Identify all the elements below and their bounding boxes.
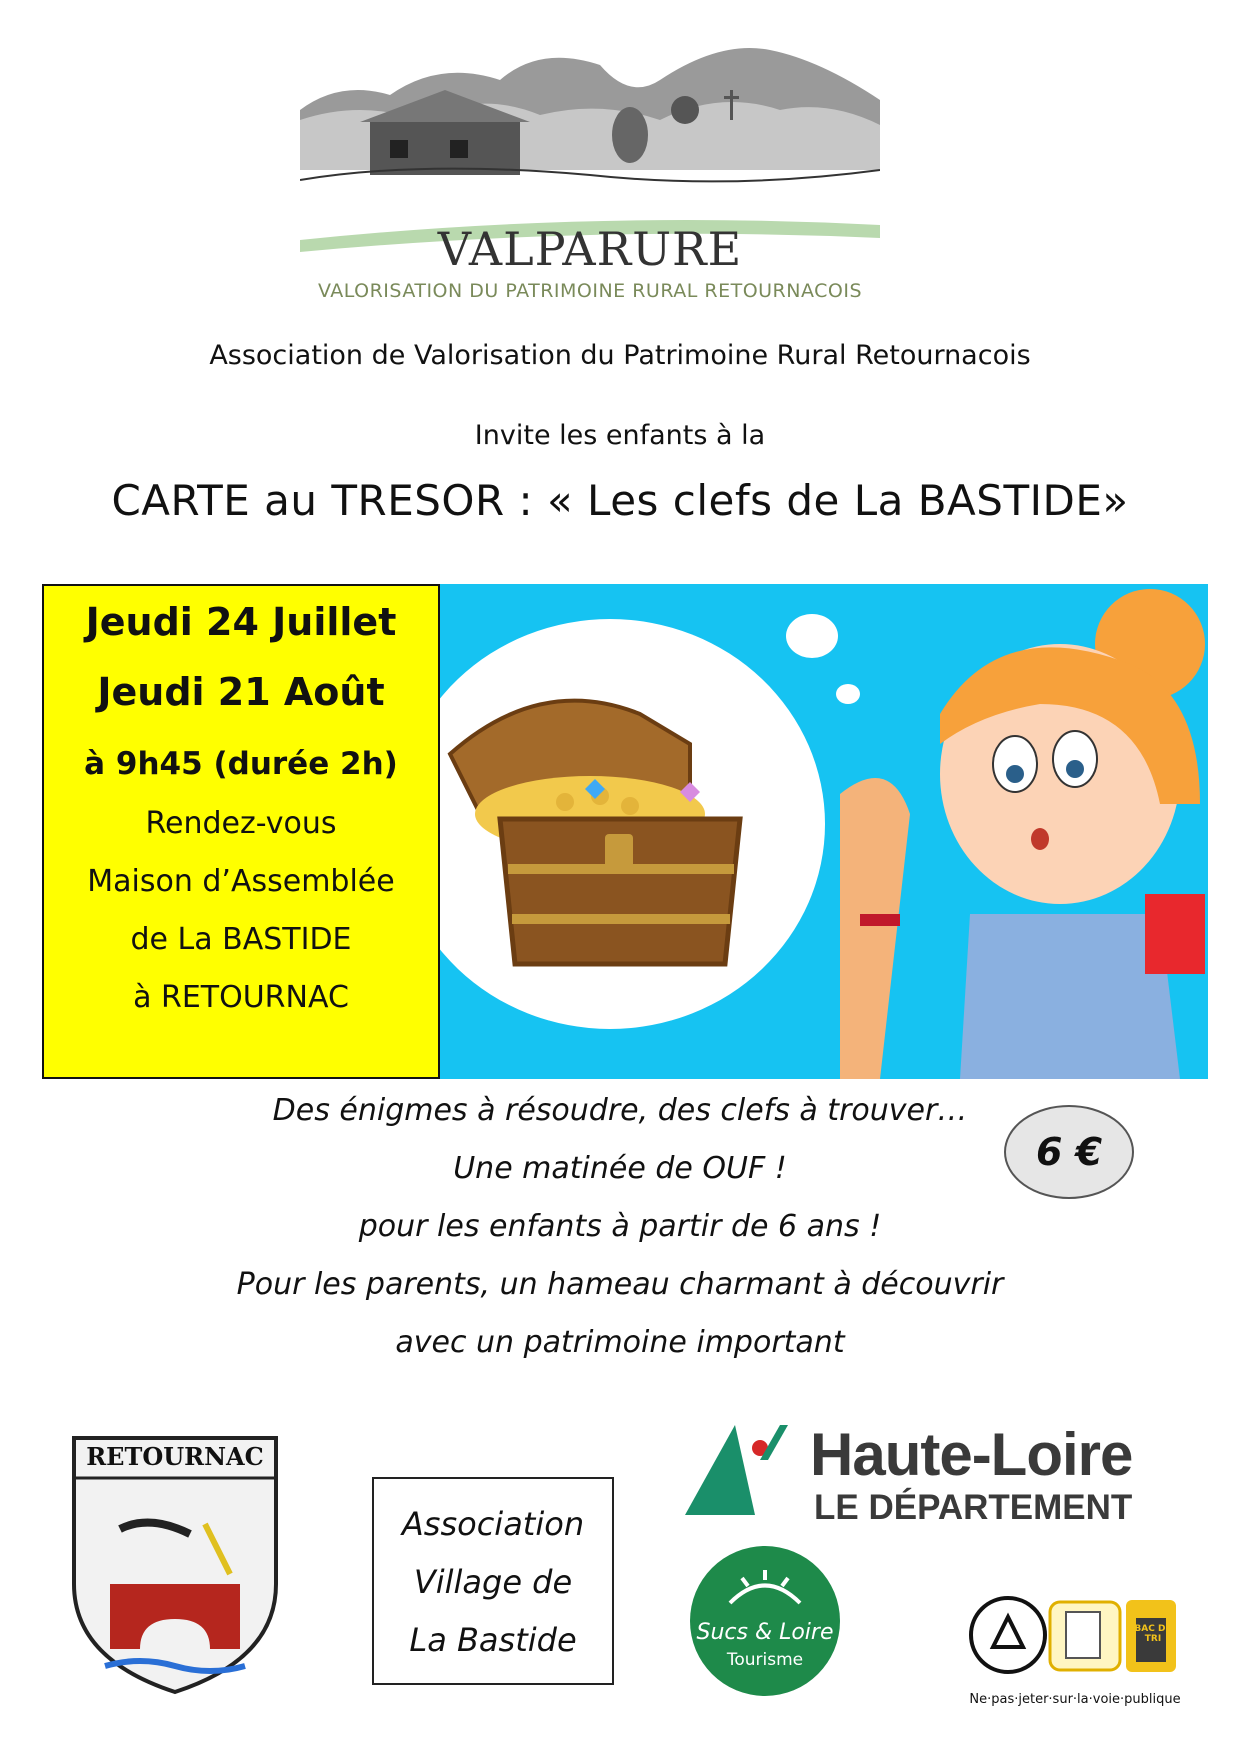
sun-icon [720,1568,810,1608]
association-name: Association de Valorisation du Patrimoine Rural Retournacois [209,340,1031,371]
invite-text: Invite les enfants à la [474,420,766,451]
logo-name: VALPARURE [437,222,743,276]
logo-tagline: VALORISATION DU PATRIMOINE RURAL RETOURNACOIS [317,280,863,302]
sucs-loire-name: Sucs & Loire [696,1620,834,1645]
place-line-3: à RETOURNAC [133,980,349,1015]
village-line-3: La Bastide [409,1621,577,1659]
haute-loire-logo-icon [680,1420,790,1520]
village-association-box [372,1477,614,1685]
village-line-1: Association [401,1505,585,1543]
date-1: Jeudi 24 Juillet [85,600,397,644]
treasure-illustration [440,584,1208,1079]
haute-loire-title: Haute-Loire [810,1421,1133,1488]
description-line-1: Des énigmes à résoudre, des clefs à trouver… [272,1093,968,1128]
description-line-2: Une matinée de OUF ! [453,1151,787,1186]
village-line-2: Village de [413,1563,573,1601]
meeting-label: Rendez-vous [145,806,337,841]
crest-label: RETOURNAC [86,1442,264,1471]
retournac-crest [70,1434,280,1696]
time: à 9h45 (durée 2h) [84,746,398,782]
recycle-bin-label: BAC DE TRI [1134,1624,1172,1644]
price-value: 6 € [1035,1130,1103,1174]
sucs-loire-tourisme: Tourisme [726,1650,804,1670]
description-line-4: Pour les parents, un hameau charmant à découvrir [236,1267,1004,1302]
date-2: Jeudi 21 Août [97,670,385,714]
place-line-1: Maison d’Assemblée [87,864,395,899]
description-line-3: pour les enfants à partir de 6 ans ! [358,1209,882,1244]
recycle-caption: Ne·pas·jeter·sur·la·voie·publique [969,1692,1181,1707]
event-info-box [42,584,440,1079]
description-line-5: avec un patrimoine important [395,1325,845,1360]
place-line-2: de La BASTIDE [130,922,352,957]
event-title: CARTE au TRESOR : « Les clefs de La BASTIDE» [111,476,1129,525]
haute-loire-subtitle: LE DÉPARTEMENT [814,1488,1133,1527]
